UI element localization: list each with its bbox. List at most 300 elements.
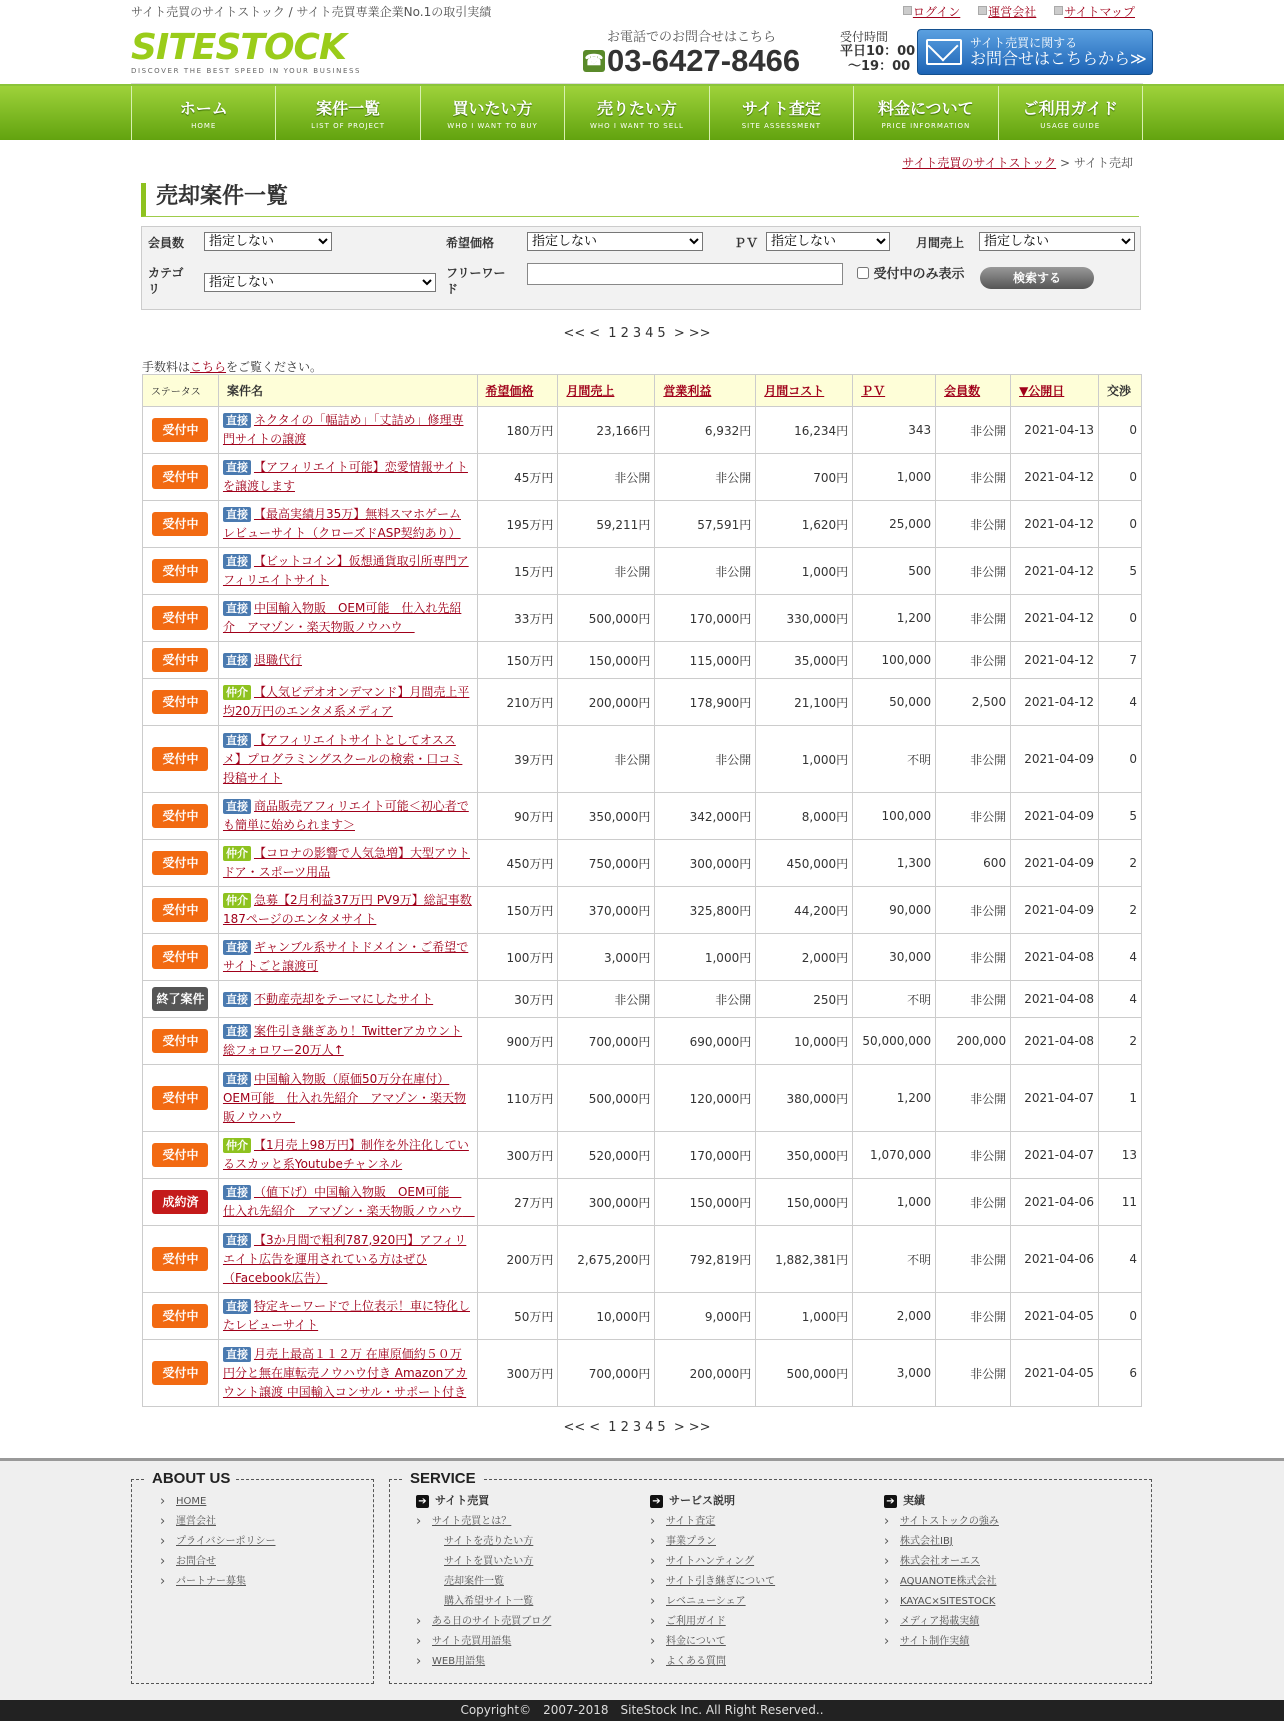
footer-list-item bbox=[160, 1572, 373, 1592]
pv-select[interactable] bbox=[766, 232, 890, 251]
copyright: Copyright© 2007-2018 SiteStock Inc. All Right Reserved.. bbox=[0, 1700, 1284, 1721]
cell-cost: 250円 bbox=[756, 981, 853, 1018]
col-price[interactable]: 希望価格 bbox=[485, 384, 534, 398]
page-1[interactable]: 1 bbox=[608, 326, 617, 341]
page-2[interactable]: 2 bbox=[620, 326, 629, 341]
hours-end: ～19：00 bbox=[848, 59, 911, 74]
fee-note-post: をご覧ください。 bbox=[226, 360, 323, 374]
status-badge: 受付中 bbox=[152, 606, 208, 630]
table-row bbox=[143, 454, 1142, 501]
project-table bbox=[142, 374, 1142, 1407]
cell-price: 30万円 bbox=[477, 981, 558, 1018]
project-link[interactable]: （値下げ）中国輸入物販 OEM可能 仕入れ先紹介 アマゾン・楽天物販ノウハウ bbox=[222, 1185, 475, 1218]
footer-list-item bbox=[160, 1532, 373, 1552]
page-first[interactable]: << bbox=[563, 326, 586, 341]
project-link[interactable]: 急募【2月利益37万円 PV9万】総記事数187ページのエンタメサイト bbox=[222, 893, 472, 926]
page-4[interactable]: 4 bbox=[645, 1420, 654, 1435]
cell-members: 非公開 bbox=[936, 454, 1011, 501]
cell-profit: 120,000円 bbox=[655, 1065, 756, 1132]
project-link[interactable]: 【コロナの影響で人気急増】大型アウトドア・スポーツ用品 bbox=[222, 846, 470, 879]
col-profit[interactable]: 営業利益 bbox=[663, 384, 712, 398]
cell-pv: 343 bbox=[853, 407, 936, 454]
main-content bbox=[131, 140, 1143, 1458]
footer-list-item bbox=[416, 1532, 636, 1552]
logo[interactable] bbox=[131, 27, 362, 75]
nav-buy[interactable] bbox=[421, 86, 565, 140]
phone-number bbox=[583, 45, 800, 77]
project-link[interactable]: 特定キーワードで上位表示！車に特化したレビューサイト bbox=[222, 1299, 470, 1332]
col1-links bbox=[416, 1512, 636, 1672]
project-link[interactable]: ギャンブル系サイトドメイン・ご希望でサイトごと譲渡可 bbox=[222, 940, 469, 973]
result-link[interactable]: AQUANOTE株式会社 bbox=[900, 1576, 997, 1587]
mail-icon bbox=[926, 39, 962, 65]
result-link[interactable]: 株式会社IBJ bbox=[900, 1536, 953, 1547]
site-footer bbox=[0, 1458, 1284, 1700]
table-row bbox=[143, 1179, 1142, 1226]
nav-label: サイト査定 bbox=[741, 99, 821, 118]
service-link[interactable]: ご利用ガイド bbox=[666, 1616, 726, 1627]
contact-button[interactable] bbox=[917, 29, 1153, 75]
nav-projects[interactable] bbox=[276, 86, 420, 140]
project-link[interactable]: 【ビットコイン】仮想通貨取引所専門アフィリエイトサイト bbox=[222, 554, 469, 587]
breadcrumb bbox=[902, 154, 1133, 171]
cell-sales: 370,000円 bbox=[558, 887, 655, 934]
open-only-label: 受付中のみ表示 bbox=[873, 267, 965, 282]
cell-sales: 520,000円 bbox=[558, 1132, 655, 1179]
service-link[interactable]: サイトハンティング bbox=[666, 1556, 755, 1567]
breadcrumb-home[interactable]: サイト売買のサイトストック bbox=[902, 156, 1057, 170]
nav-home[interactable] bbox=[132, 86, 276, 140]
page-last[interactable]: >> bbox=[688, 326, 711, 341]
project-link[interactable]: 中国輸入物販（原価50万分在庫付）OEM可能 仕入れ先紹介 アマゾン・楽天物販ノウハウ bbox=[222, 1071, 466, 1124]
col-date[interactable]: ▼公開日 bbox=[1019, 384, 1065, 398]
status-badge: 受付中 bbox=[152, 1247, 208, 1271]
cell-sales: 300,000円 bbox=[558, 1179, 655, 1226]
footer-list-item bbox=[650, 1612, 870, 1632]
table-row bbox=[143, 595, 1142, 642]
name-cell bbox=[218, 1340, 477, 1407]
name-cell bbox=[218, 840, 477, 887]
cell-neg: 0 bbox=[1098, 595, 1141, 642]
col-pv[interactable]: ＰＶ bbox=[861, 384, 886, 398]
cell-cost: 380,000円 bbox=[756, 1065, 853, 1132]
footer-list-item bbox=[416, 1592, 636, 1612]
nav-sublabel: SITE ASSESSMENT bbox=[741, 122, 822, 130]
cell-neg: 1 bbox=[1098, 1065, 1141, 1132]
result-link[interactable]: メディア掲載実績 bbox=[900, 1616, 980, 1627]
open-only-option[interactable] bbox=[857, 265, 967, 285]
project-link[interactable]: 中国輸入物販 OEM可能 仕入れ先紹介 アマゾン・楽天物販ノウハウ bbox=[222, 601, 462, 634]
name-cell bbox=[218, 887, 477, 934]
page-4[interactable]: 4 bbox=[645, 326, 654, 341]
service-link[interactable]: レベニューシェア bbox=[666, 1596, 746, 1607]
status-badge: 受付中 bbox=[152, 747, 208, 771]
status-cell bbox=[143, 679, 219, 726]
footer-list-item bbox=[884, 1532, 1124, 1552]
login-link[interactable]: ログイン bbox=[903, 3, 960, 20]
footer-list-item bbox=[416, 1572, 636, 1592]
result-link[interactable]: KAYAC×SITESTOCK bbox=[900, 1596, 996, 1607]
nav-sublabel: WHO I WANT TO SELL bbox=[590, 122, 684, 130]
status-badge: 受付中 bbox=[152, 804, 208, 828]
footer-list-item bbox=[416, 1632, 636, 1652]
logo-tagline: DISCOVER THE BEST SPEED IN YOUR BUSINESS bbox=[131, 67, 362, 75]
about-link[interactable]: プライバシーポリシー bbox=[176, 1536, 276, 1547]
cell-profit: 非公開 bbox=[655, 981, 756, 1018]
cell-cost: 330,000円 bbox=[756, 595, 853, 642]
nav-price[interactable] bbox=[854, 86, 998, 140]
trade-link[interactable]: サイト売買とは？ bbox=[432, 1516, 512, 1527]
about-box bbox=[131, 1470, 374, 1684]
page-prev[interactable]: < bbox=[589, 326, 601, 341]
col-negotiation: 交渉 bbox=[1098, 375, 1141, 407]
cell-date: 2021-04-09 bbox=[1011, 840, 1099, 887]
cell-sales: 10,000円 bbox=[558, 1293, 655, 1340]
page-3[interactable]: 3 bbox=[632, 326, 642, 341]
cell-price: 100万円 bbox=[477, 934, 558, 981]
cell-members: 非公開 bbox=[936, 1293, 1011, 1340]
status-badge: 受付中 bbox=[152, 1361, 208, 1385]
name-cell bbox=[218, 679, 477, 726]
footer-list-item bbox=[416, 1612, 636, 1632]
table-row bbox=[143, 981, 1142, 1018]
cell-price: 200万円 bbox=[477, 1226, 558, 1293]
service-link[interactable]: サイト引き継ぎについて bbox=[666, 1576, 776, 1587]
status-badge: 受付中 bbox=[152, 1143, 208, 1167]
cell-date: 2021-04-07 bbox=[1011, 1065, 1099, 1132]
cell-cost: 150,000円 bbox=[756, 1179, 853, 1226]
trade-link[interactable]: WEB用語集 bbox=[432, 1656, 486, 1667]
table-row bbox=[143, 793, 1142, 840]
col-members[interactable]: 会員数 bbox=[944, 384, 981, 398]
cell-members: 非公開 bbox=[936, 1132, 1011, 1179]
cell-date: 2021-04-13 bbox=[1011, 407, 1099, 454]
footer-list-item bbox=[416, 1512, 636, 1532]
cell-date: 2021-04-07 bbox=[1011, 1132, 1099, 1179]
keyword-label: フリーワード bbox=[446, 266, 506, 296]
phone-label: お電話でのお問合せはこちら bbox=[607, 30, 777, 45]
cell-members: 非公開 bbox=[936, 501, 1011, 548]
cell-sales: 23,166円 bbox=[558, 407, 655, 454]
nav-label: 案件一覧 bbox=[316, 99, 381, 118]
cell-sales: 非公開 bbox=[558, 548, 655, 595]
status-badge: 受付中 bbox=[152, 851, 208, 875]
page-5[interactable]: 5 bbox=[657, 1420, 666, 1435]
cell-price: 110万円 bbox=[477, 1065, 558, 1132]
project-link[interactable]: 商品販売アフィリエイト可能＜初心者でも簡単に始められます＞ bbox=[222, 799, 469, 832]
hours-start: 平日10：00 bbox=[840, 44, 916, 59]
deal-type-badge: 仲介 bbox=[223, 685, 251, 700]
col2-title bbox=[650, 1490, 870, 1512]
cell-sales: 700,000円 bbox=[558, 1340, 655, 1407]
status-badge: 受付中 bbox=[152, 690, 208, 714]
phone-block bbox=[583, 26, 800, 77]
footer-list-item bbox=[650, 1592, 870, 1612]
open-only-checkbox[interactable] bbox=[857, 267, 869, 279]
deal-type-badge: 仲介 bbox=[223, 1138, 251, 1153]
cell-price: 150万円 bbox=[477, 887, 558, 934]
nav-assessment[interactable] bbox=[710, 86, 854, 140]
project-link[interactable]: ネクタイの「幅詰め」「丈詰め」修理専門サイトの譲渡 bbox=[222, 413, 464, 446]
deal-type-badge: 直接 bbox=[223, 1233, 251, 1248]
category-label: カテゴリ bbox=[148, 266, 184, 296]
name-cell bbox=[218, 1018, 477, 1065]
col-cost[interactable]: 月間コスト bbox=[764, 384, 825, 398]
cell-members: 非公開 bbox=[936, 595, 1011, 642]
nav-label: ホーム bbox=[179, 99, 228, 118]
cell-price: 195万円 bbox=[477, 501, 558, 548]
deal-type-badge: 直接 bbox=[223, 653, 251, 668]
footer-list-item bbox=[884, 1612, 1124, 1632]
footer-list-item bbox=[160, 1552, 373, 1572]
table-row bbox=[143, 934, 1142, 981]
phone-icon: ☎ bbox=[583, 50, 605, 72]
project-link[interactable]: 案件引き継ぎあり！Twitterアカウント総フォロワー20万人↑ bbox=[222, 1024, 463, 1057]
footer-list-item bbox=[650, 1512, 870, 1532]
cell-pv: 1,000 bbox=[853, 1179, 936, 1226]
category-select[interactable] bbox=[204, 273, 436, 292]
project-link[interactable]: 退職代行 bbox=[253, 652, 302, 667]
logo-text: SITESTOCK bbox=[131, 27, 346, 68]
cell-pv: 不明 bbox=[853, 726, 936, 793]
phone-digits: 03-6427-8466 bbox=[607, 43, 801, 78]
cell-date: 2021-04-08 bbox=[1011, 981, 1099, 1018]
cell-pv: 3,000 bbox=[853, 1340, 936, 1407]
cell-price: 900万円 bbox=[477, 1018, 558, 1065]
name-cell bbox=[218, 981, 477, 1018]
cell-profit: 非公開 bbox=[655, 726, 756, 793]
cell-members: 非公開 bbox=[936, 407, 1011, 454]
table-row bbox=[143, 548, 1142, 595]
project-link[interactable]: 【1月売上98万円】制作を外注化しているスカッと系Youtubeチャンネル bbox=[222, 1138, 469, 1171]
pagination-top bbox=[131, 326, 1143, 341]
cell-date: 2021-04-05 bbox=[1011, 1340, 1099, 1407]
nav-sell[interactable] bbox=[565, 86, 709, 140]
members-select[interactable] bbox=[204, 232, 332, 251]
cell-members: 2,500 bbox=[936, 679, 1011, 726]
page-1[interactable]: 1 bbox=[608, 1420, 617, 1435]
name-cell bbox=[218, 1065, 477, 1132]
cell-cost: 44,200円 bbox=[756, 887, 853, 934]
cell-neg: 4 bbox=[1098, 981, 1141, 1018]
trade-link[interactable]: サイト売買用語集 bbox=[432, 1636, 512, 1647]
sitemap-link[interactable]: サイトマップ bbox=[1054, 3, 1135, 20]
cell-profit: 非公開 bbox=[655, 454, 756, 501]
cell-pv: 不明 bbox=[853, 1226, 936, 1293]
cell-date: 2021-04-06 bbox=[1011, 1179, 1099, 1226]
project-link[interactable]: 【人気ビデオオンデマンド】月間売上平均20万円のエンタメ系メディア bbox=[222, 685, 470, 718]
name-cell bbox=[218, 454, 477, 501]
page-next[interactable]: > bbox=[673, 1420, 685, 1435]
keyword-input[interactable] bbox=[527, 263, 843, 285]
project-link[interactable]: 【アフィリエイト可能】恋愛情報サイトを譲渡します bbox=[222, 460, 468, 493]
footer-list-item bbox=[650, 1532, 870, 1552]
sales-select[interactable] bbox=[979, 232, 1135, 251]
trade-link[interactable]: サイトを買いたい方 bbox=[444, 1556, 534, 1567]
about-link[interactable]: パートナー募集 bbox=[176, 1576, 246, 1587]
result-link[interactable]: サイトストックの強み bbox=[900, 1516, 999, 1527]
page-next[interactable]: > bbox=[673, 326, 685, 341]
name-cell bbox=[218, 595, 477, 642]
footer-list-item bbox=[416, 1552, 636, 1572]
trade-link[interactable]: 購入希望サイト一覧 bbox=[444, 1596, 534, 1607]
cell-members: 600 bbox=[936, 840, 1011, 887]
cell-profit: 178,900円 bbox=[655, 679, 756, 726]
cell-cost: 500,000円 bbox=[756, 1340, 853, 1407]
cell-cost: 35,000円 bbox=[756, 642, 853, 679]
deal-type-badge: 直接 bbox=[223, 799, 251, 814]
cell-date: 2021-04-08 bbox=[1011, 1018, 1099, 1065]
service-link[interactable]: 料金について bbox=[666, 1636, 726, 1647]
cell-date: 2021-04-12 bbox=[1011, 595, 1099, 642]
deal-type-badge: 仲介 bbox=[223, 846, 251, 861]
status-cell bbox=[143, 840, 219, 887]
cell-price: 50万円 bbox=[477, 1293, 558, 1340]
page-last[interactable]: >> bbox=[688, 1420, 711, 1435]
col3-title-text: 実績 bbox=[903, 1494, 925, 1507]
status-cell bbox=[143, 407, 219, 454]
footer-list-item bbox=[884, 1592, 1124, 1612]
status-cell bbox=[143, 981, 219, 1018]
project-link[interactable]: 【3か月間で粗利787,920円】アフィリエイト広告を運用されている方はぜひ（Facebook広告） bbox=[222, 1232, 467, 1285]
col-sales[interactable]: 月間売上 bbox=[566, 384, 615, 398]
cell-date: 2021-04-09 bbox=[1011, 887, 1099, 934]
status-cell bbox=[143, 642, 219, 679]
col1-title-text: サイト売買 bbox=[435, 1494, 490, 1507]
project-link[interactable]: 【アフィリエイトサイトとしてオススメ】プログラミングスクールの検索・口コミ投稿サイト bbox=[222, 732, 463, 785]
cell-profit: 200,000円 bbox=[655, 1340, 756, 1407]
status-cell bbox=[143, 1065, 219, 1132]
status-cell bbox=[143, 1340, 219, 1407]
cell-cost: 450,000円 bbox=[756, 840, 853, 887]
cell-profit: 150,000円 bbox=[655, 1179, 756, 1226]
name-cell bbox=[218, 1226, 477, 1293]
cell-members: 非公開 bbox=[936, 887, 1011, 934]
service-link[interactable]: サイト査定 bbox=[666, 1516, 716, 1527]
top-links bbox=[903, 3, 1135, 20]
page-first[interactable]: << bbox=[563, 1420, 586, 1435]
result-link[interactable]: サイト制作実績 bbox=[900, 1636, 970, 1647]
cell-neg: 0 bbox=[1098, 501, 1141, 548]
result-link[interactable]: 株式会社オーエス bbox=[900, 1556, 980, 1567]
status-badge: 受付中 bbox=[152, 559, 208, 583]
search-button[interactable]: 検索する bbox=[980, 267, 1094, 289]
price-label: 希望価格 bbox=[446, 236, 495, 250]
cell-pv: 500 bbox=[853, 548, 936, 595]
status-badge: 受付中 bbox=[152, 418, 208, 442]
about-links bbox=[160, 1492, 373, 1592]
cell-sales: 2,675,200円 bbox=[558, 1226, 655, 1293]
col1-title bbox=[416, 1490, 636, 1512]
cell-sales: 59,211円 bbox=[558, 501, 655, 548]
table-row bbox=[143, 407, 1142, 454]
trade-link[interactable]: ある日のサイト売買ブログ bbox=[432, 1616, 552, 1627]
status-badge: 終了案件 bbox=[152, 987, 208, 1011]
footer-list-item bbox=[650, 1652, 870, 1672]
project-link[interactable]: 月売上最高１１２万 在庫原価約５０万円分と無在庫転売ノウハウ付き Amazonアカウント譲渡 中国輸入コンサル・サポート付き bbox=[222, 1346, 468, 1399]
status-badge: 受付中 bbox=[152, 945, 208, 969]
page-prev[interactable]: < bbox=[589, 1420, 601, 1435]
deal-type-badge: 直接 bbox=[223, 507, 251, 522]
trade-link[interactable]: サイトを売りたい方 bbox=[444, 1536, 534, 1547]
cell-price: 300万円 bbox=[477, 1340, 558, 1407]
cell-profit: 非公開 bbox=[655, 548, 756, 595]
cell-members: 非公開 bbox=[936, 548, 1011, 595]
cell-neg: 7 bbox=[1098, 642, 1141, 679]
name-cell bbox=[218, 407, 477, 454]
cell-profit: 1,000円 bbox=[655, 934, 756, 981]
service-link[interactable]: よくある質問 bbox=[666, 1656, 726, 1667]
company-link[interactable]: 運営会社 bbox=[978, 3, 1036, 20]
page-3[interactable]: 3 bbox=[632, 1420, 642, 1435]
about-link[interactable]: 運営会社 bbox=[176, 1516, 216, 1527]
breadcrumb-sep: > bbox=[1059, 156, 1070, 170]
fee-link[interactable]: こちら bbox=[190, 360, 227, 374]
cell-pv: 1,300 bbox=[853, 840, 936, 887]
name-cell bbox=[218, 1293, 477, 1340]
cell-neg: 2 bbox=[1098, 1018, 1141, 1065]
cell-profit: 342,000円 bbox=[655, 793, 756, 840]
footer-list-item bbox=[884, 1552, 1124, 1572]
footer-list-item bbox=[160, 1492, 373, 1512]
page-5[interactable]: 5 bbox=[657, 326, 666, 341]
cell-date: 2021-04-05 bbox=[1011, 1293, 1099, 1340]
global-nav bbox=[0, 84, 1284, 140]
cell-neg: 0 bbox=[1098, 454, 1141, 501]
service-col-results bbox=[884, 1490, 1124, 1652]
trade-link[interactable]: 売却案件一覧 bbox=[444, 1576, 504, 1587]
top-bar bbox=[131, 0, 1143, 22]
cell-profit: 9,000円 bbox=[655, 1293, 756, 1340]
service-link[interactable]: 事業プラン bbox=[666, 1536, 716, 1547]
cell-neg: 11 bbox=[1098, 1179, 1141, 1226]
page-2[interactable]: 2 bbox=[620, 1420, 629, 1435]
deal-type-badge: 直接 bbox=[223, 940, 251, 955]
status-cell bbox=[143, 454, 219, 501]
cell-date: 2021-04-12 bbox=[1011, 679, 1099, 726]
project-link[interactable]: 不動産売却をテーマにしたサイト bbox=[253, 991, 434, 1006]
table-body bbox=[143, 407, 1142, 1407]
deal-type-badge: 直接 bbox=[223, 554, 251, 569]
project-link[interactable]: 【最高実績月35万】無料スマホゲームレビューサイト（クローズドASP契約あり） bbox=[222, 507, 461, 540]
cell-members: 非公開 bbox=[936, 1226, 1011, 1293]
nav-guide[interactable] bbox=[999, 86, 1143, 140]
status-cell bbox=[143, 548, 219, 595]
nav-sublabel: PRICE INFORMATION bbox=[881, 122, 971, 130]
cell-price: 210万円 bbox=[477, 679, 558, 726]
cell-profit: 170,000円 bbox=[655, 1132, 756, 1179]
site-header bbox=[131, 22, 1147, 84]
cell-neg: 0 bbox=[1098, 726, 1141, 793]
table-row bbox=[143, 840, 1142, 887]
about-link[interactable]: お問合せ bbox=[176, 1556, 216, 1567]
table-row bbox=[143, 1293, 1142, 1340]
status-cell bbox=[143, 501, 219, 548]
table-row bbox=[143, 1226, 1142, 1293]
cell-date: 2021-04-12 bbox=[1011, 548, 1099, 595]
col-name: 案件名 bbox=[218, 375, 477, 407]
about-link[interactable]: HOME bbox=[176, 1496, 207, 1507]
cell-sales: 3,000円 bbox=[558, 934, 655, 981]
cell-neg: 5 bbox=[1098, 793, 1141, 840]
cell-cost: 1,000円 bbox=[756, 726, 853, 793]
price-select[interactable] bbox=[527, 232, 703, 251]
deal-type-badge: 仲介 bbox=[223, 893, 251, 908]
nav-label: 売りたい方 bbox=[596, 99, 677, 118]
cell-neg: 4 bbox=[1098, 934, 1141, 981]
nav-label: ご利用ガイド bbox=[1022, 99, 1118, 118]
status-cell bbox=[143, 1293, 219, 1340]
